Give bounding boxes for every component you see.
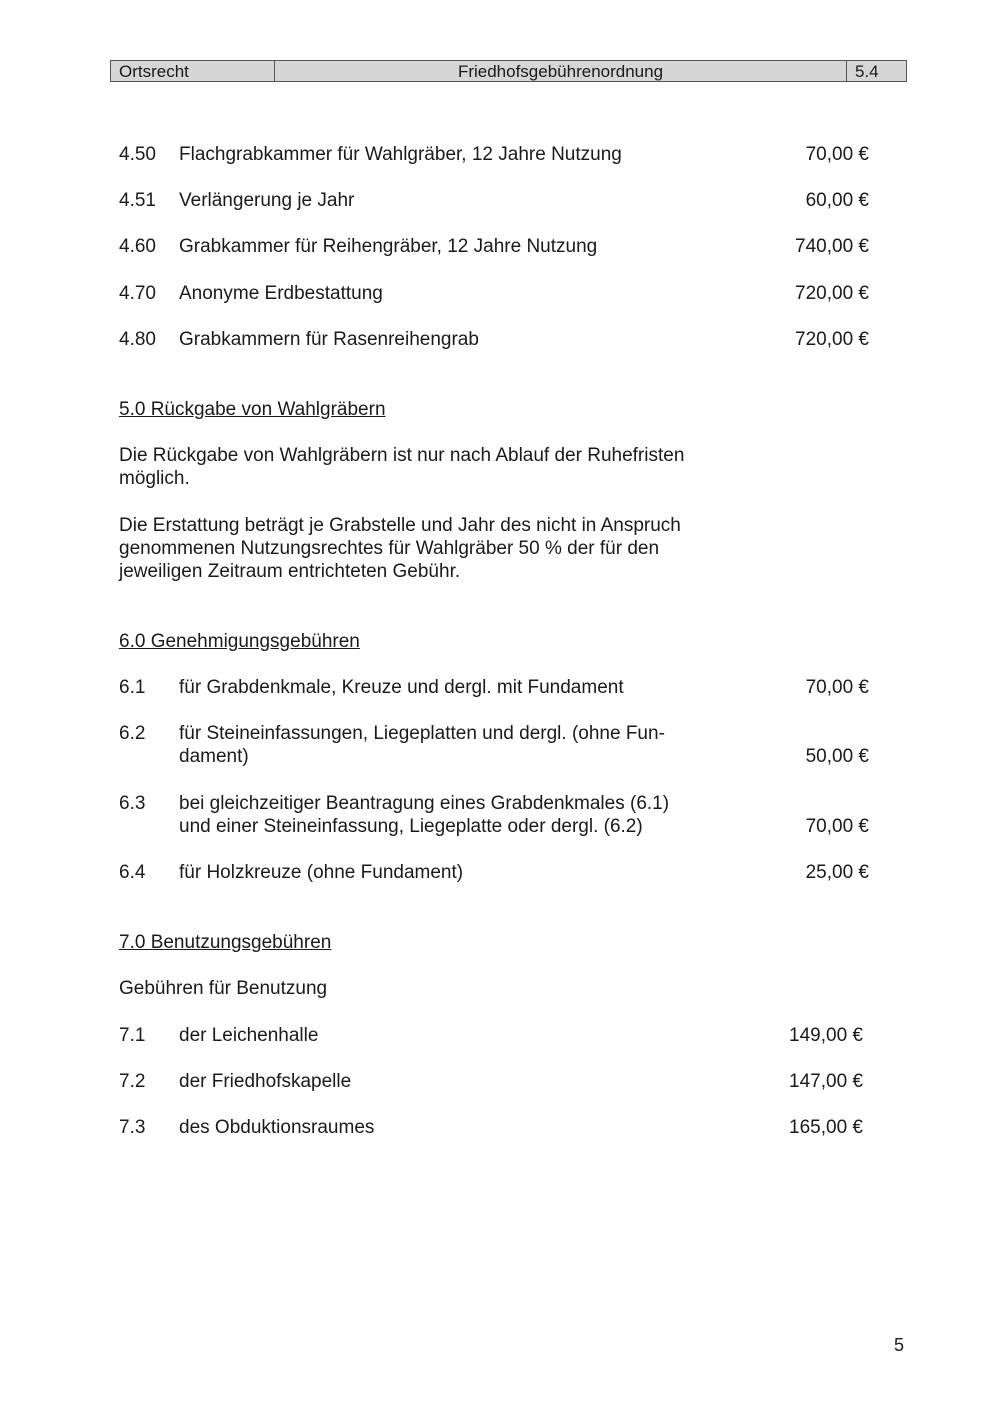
description-line: für Steineinfassungen, Liegeplatten und dergl. (ohne Fun-: [179, 723, 665, 744]
item-description: Verlängerung je Jahr: [179, 190, 355, 211]
section-7-intro: Gebühren für Benutzung: [119, 978, 328, 999]
item-price: 70,00 €: [805, 816, 869, 837]
description-line: dament): [179, 746, 249, 767]
item-number: 6.3: [119, 793, 146, 814]
header-title: Friedhofsgebührenordnung: [275, 61, 847, 81]
item-description: für Holzkreuze (ohne Fundament): [179, 862, 464, 883]
page-number: 5: [894, 1335, 905, 1355]
section-5-paragraph-1: [119, 444, 739, 490]
item-price: 720,00 €: [795, 283, 869, 304]
item-description: [179, 792, 739, 838]
item-price: 70,00 €: [805, 677, 869, 698]
item-number: 4.70: [119, 283, 156, 304]
item-description: Grabkammer für Reihengräber, 12 Jahre Nutzung: [179, 236, 598, 257]
item-price: 70,00 €: [805, 144, 869, 165]
header-section-number: 5.4: [855, 62, 879, 81]
item-description: der Friedhofskapelle: [179, 1071, 352, 1092]
item-number: 4.50: [119, 144, 156, 165]
item-description: für Grabdenkmale, Kreuze und dergl. mit Fundament: [179, 677, 624, 698]
item-description: [179, 722, 739, 768]
item-price: 740,00 €: [795, 236, 869, 257]
item-description: des Obduktionsraumes: [179, 1117, 375, 1138]
item-description: der Leichenhalle: [179, 1025, 319, 1046]
item-number: 6.1: [119, 677, 146, 698]
item-price: 149,00 €: [789, 1025, 863, 1046]
item-number: 7.2: [119, 1071, 146, 1092]
item-description: Anonyme Erdbestattung: [179, 283, 383, 304]
item-price: 720,00 €: [795, 329, 869, 350]
item-description: Grabkammern für Rasenreihengrab: [179, 329, 479, 350]
page-header: [110, 60, 907, 82]
item-number: 6.2: [119, 723, 146, 744]
item-price: 25,00 €: [805, 862, 869, 883]
item-number: 4.60: [119, 236, 156, 257]
item-price: 147,00 €: [789, 1071, 863, 1092]
section-6-heading: 6.0 Genehmigungsgebühren: [119, 631, 360, 652]
section-7-heading: 7.0 Benutzungsgebühren: [119, 932, 332, 953]
item-number: 4.51: [119, 190, 156, 211]
paragraph-line: genommenen Nutzungsrechtes für Wahlgräber 50 % der für den: [119, 538, 660, 559]
description-line: und einer Steineinfassung, Liegeplatte oder dergl. (6.2): [179, 816, 643, 837]
item-price: 60,00 €: [805, 190, 869, 211]
item-number: 4.80: [119, 329, 156, 350]
item-number: 7.3: [119, 1117, 146, 1138]
item-price: 165,00 €: [789, 1117, 863, 1138]
item-price: 50,00 €: [805, 746, 869, 767]
paragraph-line: jeweiligen Zeitraum entrichteten Gebühr.: [119, 561, 461, 582]
paragraph-line: Die Erstattung beträgt je Grabstelle und Jahr des nicht in Anspruch: [119, 515, 681, 536]
paragraph-line: Die Rückgabe von Wahlgräbern ist nur nach Ablauf der Ruhefristen: [119, 445, 685, 466]
item-description: Flachgrabkammer für Wahlgräber, 12 Jahre Nutzung: [179, 144, 622, 165]
section-5-paragraph-2: [119, 514, 739, 583]
description-line: bei gleichzeitiger Beantragung eines Grabdenkmales (6.1): [179, 793, 670, 814]
header-left: Ortsrecht: [111, 61, 275, 81]
item-number: 7.1: [119, 1025, 146, 1046]
section-5-heading: 5.0 Rückgabe von Wahlgräbern: [119, 399, 386, 420]
paragraph-line: möglich.: [119, 468, 190, 489]
item-number: 6.4: [119, 862, 146, 883]
